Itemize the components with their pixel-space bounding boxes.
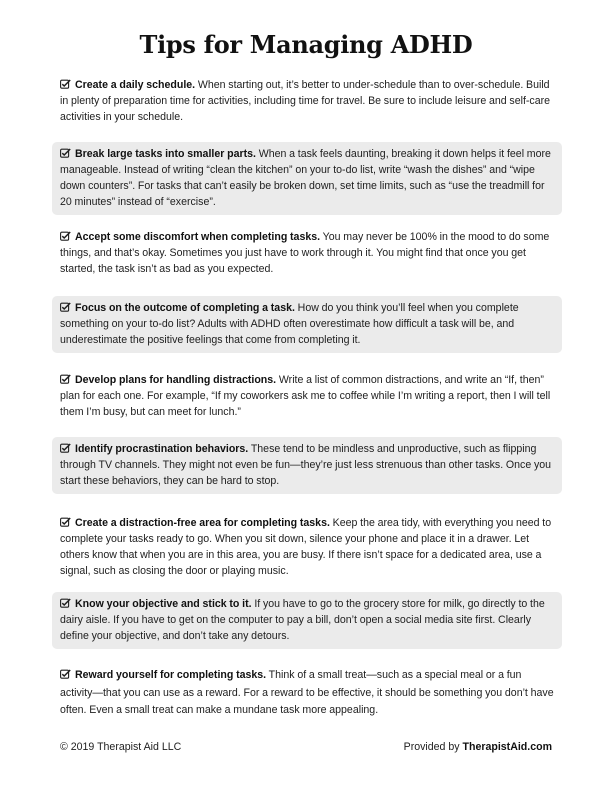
checkbox-checked-icon bbox=[60, 148, 71, 158]
checkbox-checked-icon bbox=[60, 443, 71, 453]
tip-focus-on-outcome bbox=[52, 296, 562, 353]
page-title: Tips for Managing ADHD bbox=[139, 30, 473, 59]
checkbox-checked-icon bbox=[60, 79, 71, 89]
tip-know-your-objective bbox=[52, 592, 562, 649]
tip-break-large-tasks bbox=[52, 142, 562, 215]
tip-body: When a task feels daunting, breaking it down helps it feel more manageable. Instead of writing “clean the kitchen” on your to-do list, write “wash the dishes” and “wipe down counters”. For tasks that can’t easily be broken down, set time limits, such as “use the treadmill for 20 minutes” instead of “exercise”. bbox=[60, 148, 551, 208]
tip-heading: Reward yourself for completing tasks. bbox=[75, 669, 267, 681]
provided-by-prefix: Provided by bbox=[403, 741, 463, 753]
tip-body: If you have to go to the grocery store for milk, go directly to the dairy aisle. If you have to get on the computer to pay a bill, don’t open a social media site first. Clearly define your objective, and don’t take any detours. bbox=[60, 598, 545, 642]
tip-create-daily-schedule bbox=[52, 74, 562, 128]
tip-heading: Create a daily schedule. bbox=[75, 79, 196, 91]
tip-heading: Accept some discomfort when completing tasks. bbox=[75, 231, 321, 243]
tip-body: These tend to be mindless and unproductive, such as flipping through TV channels. They might not even be fun—they’re just less strenuous than other tasks. Once you start these behaviors, they can be hard to stop. bbox=[60, 443, 552, 487]
tip-plans-for-distractions bbox=[52, 369, 562, 423]
checkbox-checked-icon bbox=[60, 598, 71, 608]
tip-body: You may never be 100% in the mood to do some things, and that’s okay. Sometimes you just have to work through it. You might find that once you get started, the task isn’t as bad as you expected. bbox=[60, 231, 550, 275]
provider-brand-link[interactable]: TherapistAid.com bbox=[462, 741, 552, 753]
provided-by bbox=[404, 740, 552, 754]
tip-body: Write a list of common distractions, and write an “If, then” plan for each one. For example, “If my coworkers ask me to coffee while I’m writing a report, then I will tell them I’m busy, but can meet for lunch.” bbox=[60, 374, 551, 418]
copyright-notice: © 2019 Therapist Aid LLC bbox=[60, 741, 182, 753]
tip-heading: Develop plans for handling distractions. bbox=[75, 374, 277, 386]
tip-reward-yourself bbox=[52, 664, 562, 723]
checkbox-checked-icon bbox=[60, 669, 71, 679]
tip-body: How do you think you’ll feel when you complete something on your to-do list? Adults with ADHD often overestimate how difficult a task will be, and underestimate the positive feelings that come from completing it. bbox=[60, 302, 519, 346]
tip-heading: Know your objective and stick to it. bbox=[75, 598, 252, 610]
tip-heading: Create a distraction-free area for completing tasks. bbox=[75, 517, 330, 529]
tip-body: Keep the area tidy, with everything you need to complete your tasks ready to go. When you sit down, silence your phone and place it in a drawer. Let others know that when you are in this area, you are busy. If there isn’t space for a dedicated area, use a signal, such as closing the door or playing music. bbox=[60, 517, 552, 577]
tip-accept-discomfort bbox=[52, 226, 562, 280]
tip-heading: Break large tasks into smaller parts. bbox=[75, 148, 256, 160]
tip-identify-procrastination bbox=[52, 437, 562, 494]
tip-body: When starting out, it’s better to under-schedule than to over-schedule. Build in plenty of preparation time for activities, including time for travel. Be sure to include leisure and self-care activities in your schedule. bbox=[60, 79, 551, 123]
checkbox-checked-icon bbox=[60, 231, 71, 241]
checkbox-checked-icon bbox=[60, 517, 71, 527]
checkbox-checked-icon bbox=[60, 374, 71, 384]
checkbox-checked-icon bbox=[60, 302, 71, 312]
tip-heading: Focus on the outcome of completing a task. bbox=[75, 302, 295, 314]
tip-body: Think of a small treat—such as a special meal or a fun activity—that you can use as a reward. For a reward to be effective, it should be something you don’t have often. Even a small treat can make a mundane task more appealing. bbox=[60, 669, 554, 716]
tip-heading: Identify procrastination behaviors. bbox=[75, 443, 249, 455]
tip-distraction-free-area bbox=[52, 512, 562, 582]
